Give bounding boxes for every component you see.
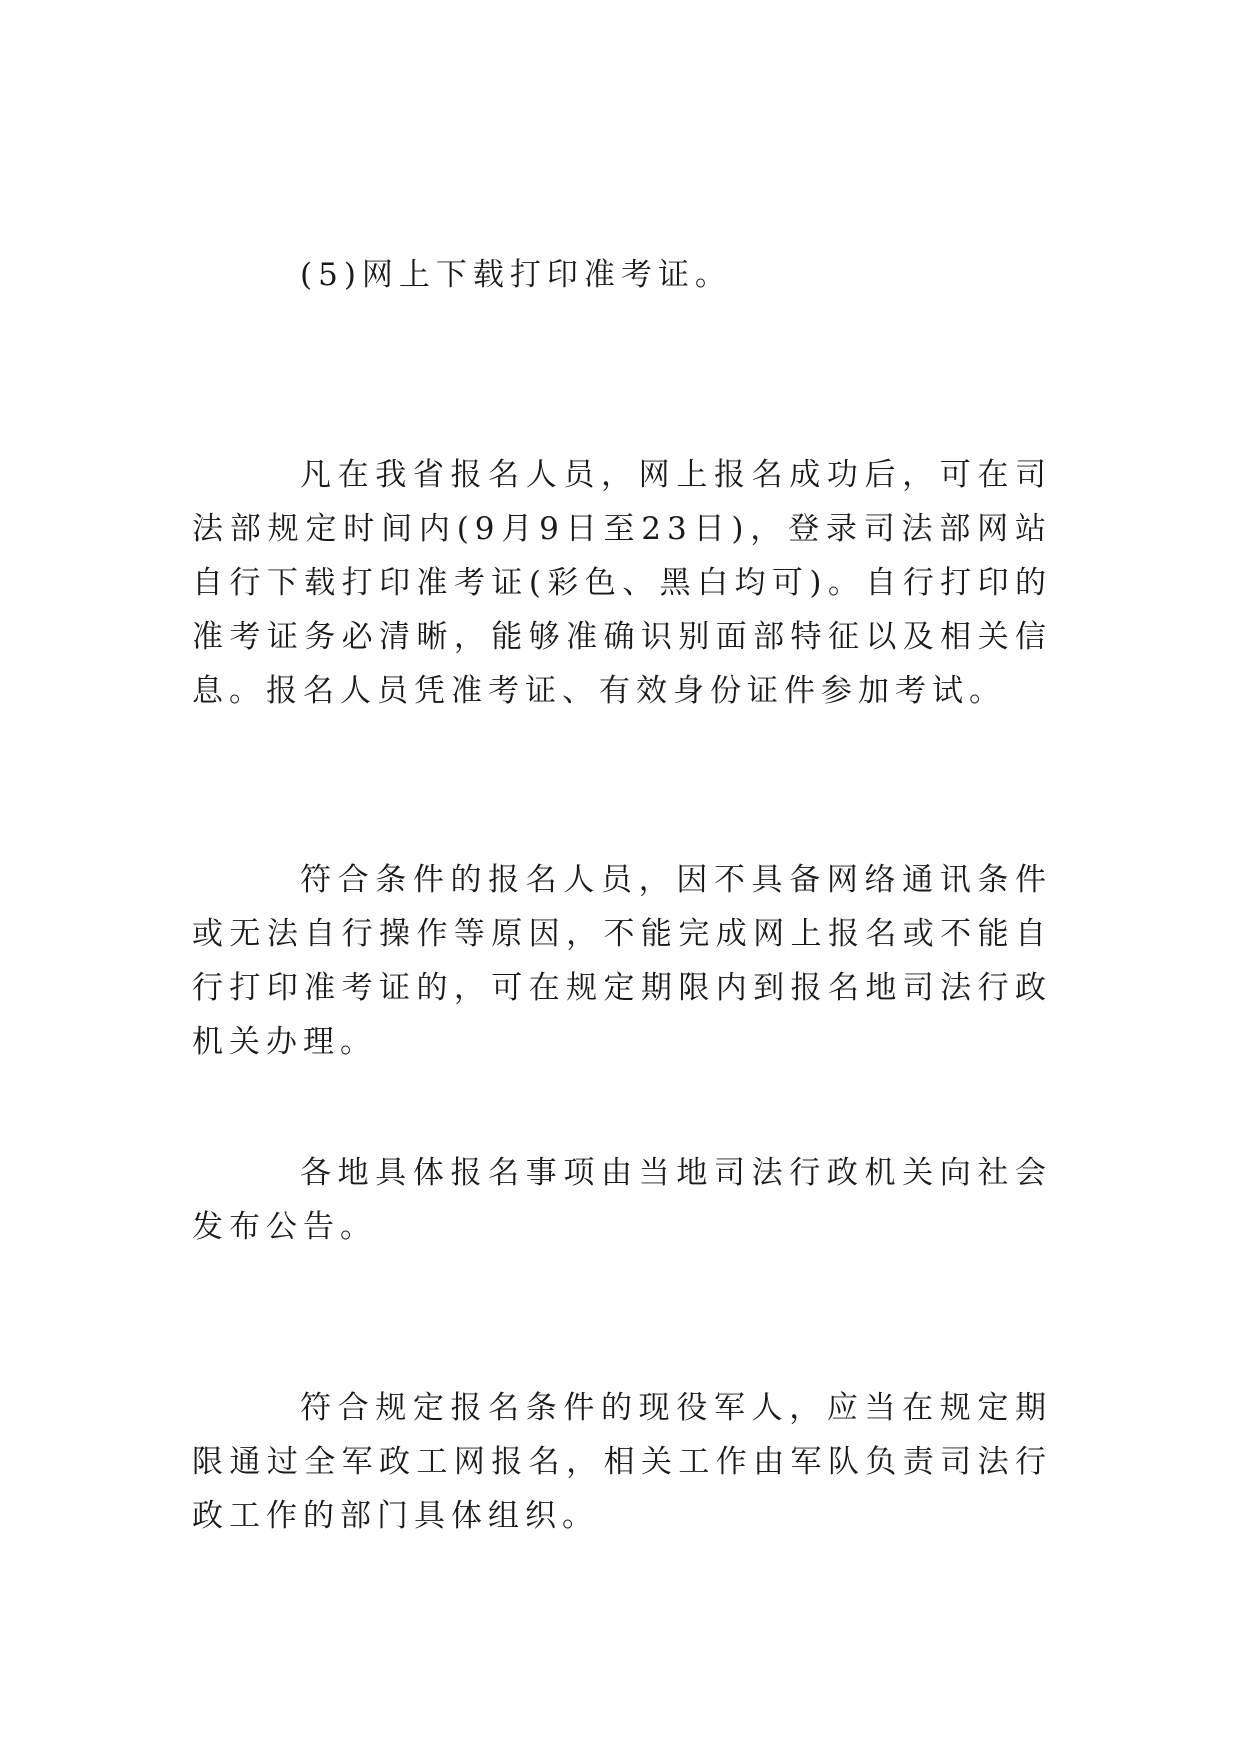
paragraph-local-announcement: 各地具体报名事项由当地司法行政机关向社会发布公告。 (192, 1155, 1052, 1245)
paragraph-download-admission-ticket: (5)网上下载打印准考证。 (300, 257, 732, 293)
paragraph-print-instructions: 凡在我省报名人员，网上报名成功后，可在司法部规定时间内(9月9日至23日)，登录司法部网站自行下载打印准考证(彩色、黑白均可)。自行打印的准考证务必清晰，能够准确识别面部特征以及相关信息。报名人员凭准考证、有效身份证件参加考试。 (192, 457, 1052, 709)
paragraph-offline-handling: 符合条件的报名人员，因不具备网络通讯条件或无法自行操作等原因，不能完成网上报名或不能自行打印准考证的，可在规定期限内到报名地司法行政机关办理。 (192, 862, 1052, 1060)
paragraph-military-registration: 符合规定报名条件的现役军人，应当在规定期限通过全军政工网报名，相关工作由军队负责司法行政工作的部门具体组织。 (192, 1390, 1052, 1534)
